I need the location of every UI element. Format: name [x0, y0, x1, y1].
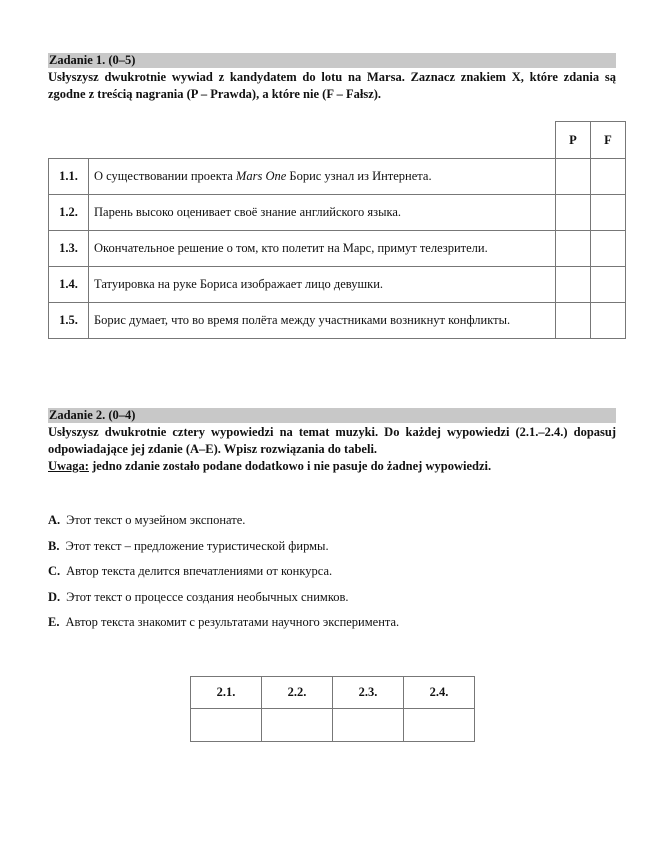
option-text: Этот текст о музейном экспонате.: [66, 513, 246, 527]
task1-table: [48, 121, 626, 339]
statement: Борис думает, что во время полёта между участниками возникнут конфликты.: [89, 303, 556, 339]
row-number: 1.2.: [49, 195, 89, 231]
statement-text: О существовании проекта: [94, 169, 236, 183]
option-item: [48, 559, 399, 585]
answer-cell[interactable]: [191, 709, 262, 742]
answer-col-header: 2.4.: [404, 677, 475, 709]
task2-options: [48, 508, 399, 636]
option-item: [48, 508, 399, 534]
option-text: Автор текста делится впечатлениями от конкурса.: [66, 564, 333, 578]
answer-cell[interactable]: [262, 709, 333, 742]
checkbox-p[interactable]: [556, 231, 591, 267]
header-blank: [49, 122, 556, 159]
statement: Окончательное решение о том, кто полетит на Марс, примут телезрители.: [89, 231, 556, 267]
answer-header-row: [191, 677, 475, 709]
checkbox-f[interactable]: [591, 159, 626, 195]
option-letter: E.: [48, 615, 60, 629]
row-number: 1.4.: [49, 267, 89, 303]
table-row: [49, 303, 626, 339]
option-letter: C.: [48, 564, 61, 578]
col-p-header: P: [556, 122, 591, 159]
row-number: 1.5.: [49, 303, 89, 339]
checkbox-p[interactable]: [556, 159, 591, 195]
table-row: [49, 159, 626, 195]
table-row: [49, 267, 626, 303]
option-letter: B.: [48, 538, 60, 553]
option-text: Этот текст о процессе создания необычных снимков.: [66, 589, 349, 604]
row-number: 1.3.: [49, 231, 89, 267]
task1-instruction-text: Usłyszysz dwukrotnie wywiad z kandydatem do lotu na Marsa. Zaznacz znakiem X, które zdania są zgodne z treścią nagrania (P – Prawda), a które nie (F – Fałsz).: [48, 70, 616, 101]
row-number: 1.1.: [49, 159, 89, 195]
answer-cell[interactable]: [333, 709, 404, 742]
statement-text: Борис узнал из Интернета.: [286, 169, 432, 183]
option-text: Этот текст – предложение туристической фирмы.: [65, 538, 329, 553]
statement: Парень высоко оценивает своё знание английского языка.: [89, 195, 556, 231]
checkbox-f[interactable]: [591, 267, 626, 303]
task2-header: Zadanie 2. (0–4): [48, 408, 616, 423]
task1-header: Zadanie 1. (0–5): [48, 53, 616, 68]
statement: Татуировка на руке Бориса изображает лицо девушки.: [89, 267, 556, 303]
checkbox-f[interactable]: [591, 195, 626, 231]
task2-instruction-text: Usłyszysz dwukrotnie cztery wypowiedzi na temat muzyki. Do każdej wypowiedzi (2.1.–2.4.) dopasuj odpowiadające jej zdanie (A–E). Wpisz rozwiązania do tabeli.: [48, 425, 616, 456]
statement: [89, 159, 556, 195]
table-header-row: [49, 122, 626, 159]
checkbox-f[interactable]: [591, 231, 626, 267]
answer-row: [191, 709, 475, 742]
task2-note: [48, 458, 616, 475]
note-label: Uwaga:: [48, 459, 89, 473]
table-row: [49, 195, 626, 231]
option-item: [48, 610, 399, 636]
checkbox-p[interactable]: [556, 195, 591, 231]
answer-col-header: 2.2.: [262, 677, 333, 709]
option-letter: D.: [48, 589, 61, 604]
answer-col-header: 2.3.: [333, 677, 404, 709]
checkbox-p[interactable]: [556, 267, 591, 303]
option-item: [48, 534, 399, 560]
option-text: Автор текста знакомит с результатами научного эксперимента.: [65, 615, 400, 629]
answer-col-header: 2.1.: [191, 677, 262, 709]
table-row: [49, 231, 626, 267]
note-text: jedno zdanie zostało podane dodatkowo i nie pasuje do żadnej wypowiedzi.: [88, 459, 492, 473]
col-f-header: F: [591, 122, 626, 159]
statement-italic: Mars One: [235, 169, 287, 183]
task1-instruction: [48, 69, 616, 103]
option-letter: A.: [48, 513, 61, 527]
task2-instruction: [48, 424, 616, 475]
checkbox-p[interactable]: [556, 303, 591, 339]
checkbox-f[interactable]: [591, 303, 626, 339]
option-item: [48, 585, 399, 611]
answer-cell[interactable]: [404, 709, 475, 742]
answer-table: [190, 676, 475, 742]
